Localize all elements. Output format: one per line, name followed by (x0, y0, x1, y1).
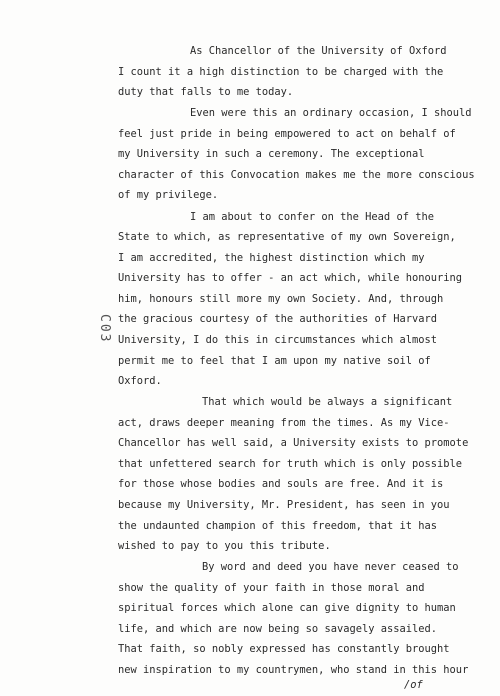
text-line-6: my University in such a ceremony. The exceptional (118, 148, 425, 160)
text-line-11: I am accredited, the highest distinction which my (118, 252, 425, 264)
text-line-14: the gracious courtesy of the authorities of Harvard (118, 313, 438, 325)
text-line-27: show the quality of your faith in those moral and (118, 582, 425, 594)
text-line-7: character of this Convocation makes me the more conscious (118, 169, 475, 181)
text-line-21: that unfettered search for truth which is only possible (118, 458, 463, 470)
text-line-18: That which would be always a significant (202, 396, 453, 408)
text-line-19: act, draws deeper meaning from the times. As my Vice- (118, 417, 450, 429)
text-line-24: the undaunted champion of this freedom, that it has (118, 520, 438, 532)
text-line-13: him, honours still more my own Society. And, through (118, 293, 444, 305)
text-line-15: University, I do this in circumstances which almost (118, 334, 438, 346)
text-line-17: Oxford. (118, 375, 162, 387)
text-line-29: life, and which are now being so savagely assailed. (118, 623, 438, 635)
text-line-1: As Chancellor of the University of Oxford (190, 45, 447, 57)
text-line-22: for those whose bodies and souls are free. And it is (118, 478, 444, 490)
text-line-28: spiritual forces which alone can give dignity to human (118, 602, 456, 614)
text-line-31: new inspiration to my countrymen, who stand in this hour (118, 664, 469, 676)
text-line-10: State to which, as representative of my own Sovereign, (118, 231, 456, 243)
catchword: /of (404, 679, 423, 691)
text-line-2: I count it a high distinction to be charged with the (118, 66, 444, 78)
text-line-25: wished to pay to you this tribute. (118, 540, 331, 552)
margin-handwritten-note: C03 (97, 314, 112, 344)
text-line-16: permit me to feel that I am upon my native soil of (118, 355, 431, 367)
text-line-9: I am about to confer on the Head of the (190, 211, 434, 223)
text-line-23: because my University, Mr. President, has seen in you (118, 499, 450, 511)
text-line-20: Chancellor has well said, a University exists to promote (118, 437, 469, 449)
text-line-12: University has to offer - an act which, while honouring (118, 272, 463, 284)
text-line-5: feel just pride in being empowered to act on behalf of (118, 128, 456, 140)
text-line-3: duty that falls to me today. (118, 86, 294, 98)
text-line-8: of my privilege. (118, 189, 219, 201)
text-line-26: By word and deed you have never ceased to (202, 561, 459, 573)
text-line-30: That faith, so nobly expressed has constantly brought (118, 643, 450, 655)
text-line-4: Even were this an ordinary occasion, I should (190, 107, 472, 119)
